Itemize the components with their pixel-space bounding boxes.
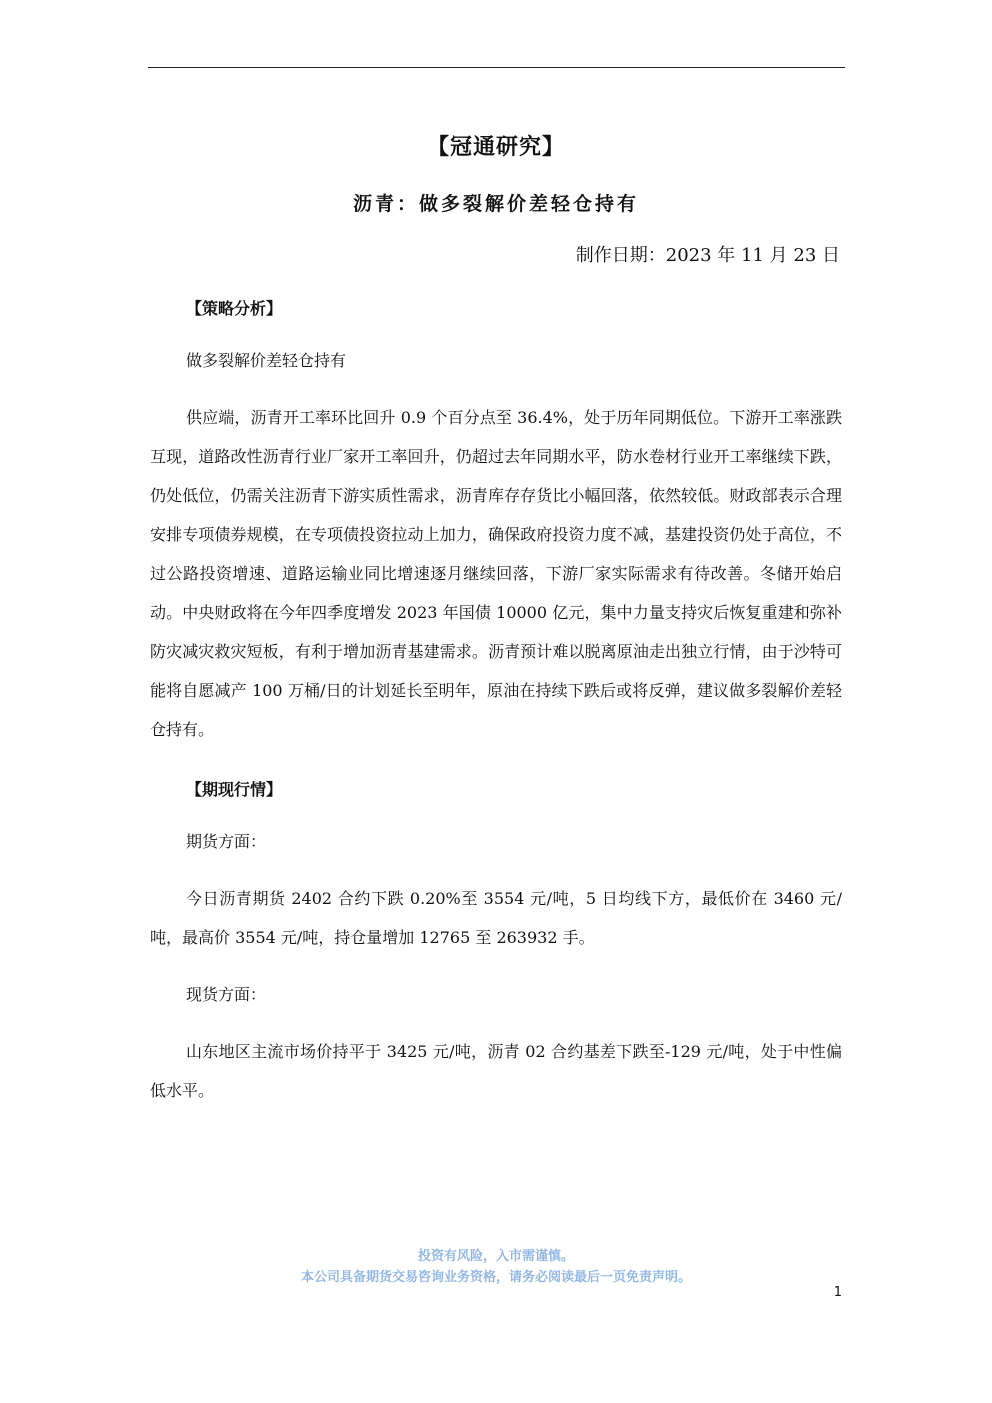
spot-label: 现货方面： bbox=[186, 985, 267, 1004]
header-rule bbox=[148, 67, 845, 68]
report-date: 制作日期：2023 年 11 月 23 日 bbox=[575, 245, 840, 266]
risk-notice: 投资有风险，入市需谨慎。 bbox=[417, 1249, 574, 1264]
spot-text: 山东地区主流市场价持平于 3425 元/吨，沥青 02 合约基差下跌至-129 元/吨，处于中性偏低水平。 bbox=[150, 1042, 842, 1100]
strategy-analysis: 供应端，沥青开工率环比回升 0.9 个百分点至 36.4%，处于历年同期低位。下游开工率涨跌互现，道路改性沥青行业厂家开工率回升，仍超过去年同期水平，防水卷材行业开工率继续下跌，仍处低位，仍需关注沥青下游实质性需求，沥青库存存货比小幅回落，依然较低。财政部表示合理安排专项债券规模，在专项债投资拉动上加力，确保政府投资力度不减，基建投资仍处于高位，不过公路投资增速、道路运输业同比增速逐月继续回落，下游厂家实际需求有待改善。冬储开始启动。中央财政将在今年四季度增发 2023 年国债 10000 亿元，集中力量支持灾后恢复重建和弥补防灾减灾救灾短板，有利于增加沥青基建需求。沥青预计难以脱离原油走出独立行情，由于沙特可能将自愿减产 100 万桶/日的计划延长至明年，原油在持续下跌后或将反弹，建议做多裂解价差轻仓持有。 bbox=[150, 408, 842, 739]
futures-text: 今日沥青期货 2402 合约下跌 0.20%至 3554 元/吨，5 日均线下方，最低价在 3460 元/吨，最高价 3554 元/吨，持仓量增加 12765 至 263932 手。 bbox=[150, 889, 842, 947]
disclaimer-notice: 本公司具备期货交易咨询业务资格，请务必阅读最后一页免责声明。 bbox=[300, 1270, 691, 1285]
strategy-summary: 做多裂解价差轻仓持有 bbox=[186, 351, 347, 370]
report-brand: 【冠通研究】 bbox=[426, 134, 565, 160]
futures-label: 期货方面： bbox=[186, 832, 267, 851]
report-title: 沥青：做多裂解价差轻仓持有 bbox=[352, 193, 639, 215]
market-heading: 【期现行情】 bbox=[186, 780, 283, 799]
strategy-heading: 【策略分析】 bbox=[186, 299, 283, 318]
page-number: 1 bbox=[833, 1285, 842, 1300]
